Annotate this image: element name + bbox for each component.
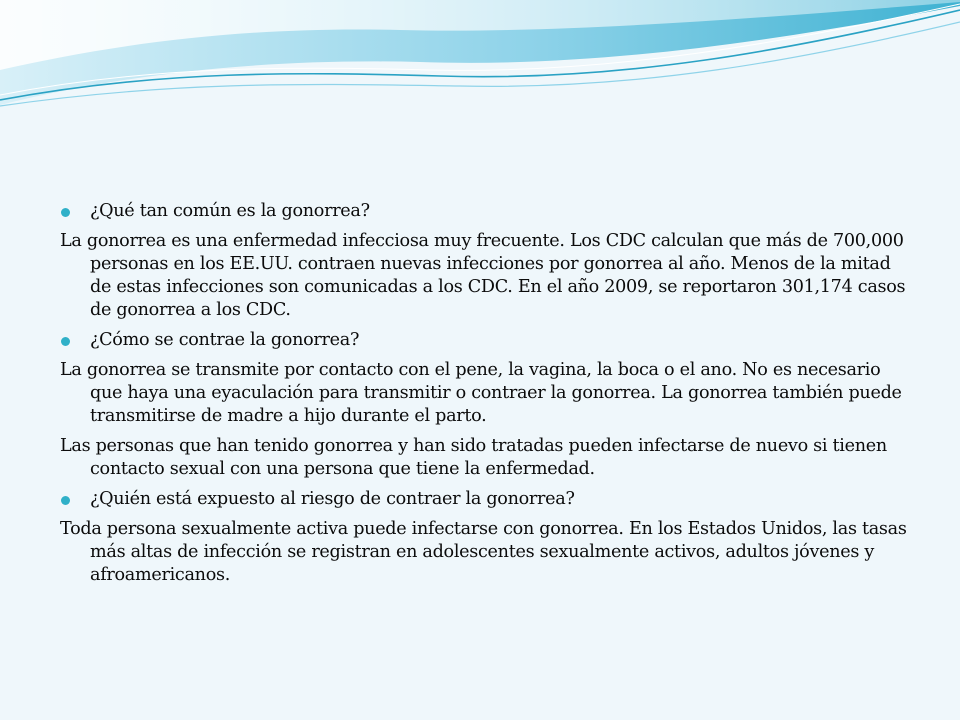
bullet-text: ¿Quién está expuesto al riesgo de contraer la gonorrea?: [90, 489, 575, 509]
bullet-question-how-common: [60, 200, 910, 223]
bullet-question-who-at-risk: [60, 488, 910, 511]
paragraph-transmission: La gonorrea se transmite por contacto con el pene, la vagina, la boca o el ano. No es necesario que haya una eyaculación para transmitir o contraer la gonorrea. La gonorrea también puede transmitirse de madre a hijo durante el parto.: [60, 360, 902, 426]
slide-body: [60, 200, 910, 594]
bullet-dot-icon: [61, 496, 70, 505]
bullet-text: ¿Qué tan común es la gonorrea?: [90, 201, 370, 221]
bullet-question-how-contracted: [60, 329, 910, 352]
paragraph-prevalence: La gonorrea es una enfermedad infecciosa muy frecuente. Los CDC calculan que más de 700,000 personas en los EE.UU. contraen nuevas infecciones por gonorrea al año. Menos de la mitad de estas infecciones son comunicadas a los CDC. En el año 2009, se reportaron 301,174 casos de gonorrea a los CDC.: [60, 231, 906, 320]
paragraph-reinfection: Las personas que han tenido gonorrea y han sido tratadas pueden infectarse de nuevo si tienen contacto sexual con una persona que tiene la enfermedad.: [60, 436, 887, 479]
bullet-dot-icon: [61, 337, 70, 346]
bullet-dot-icon: [61, 208, 70, 217]
header-wave-decoration: [0, 0, 960, 120]
paragraph-risk-groups: Toda persona sexualmente activa puede infectarse con gonorrea. En los Estados Unidos, las tasas más altas de infección se registran en adolescentes sexualmente activos, adultos jóvenes y afroamericanos.: [60, 519, 907, 585]
bullet-text: ¿Cómo se contrae la gonorrea?: [90, 330, 360, 350]
